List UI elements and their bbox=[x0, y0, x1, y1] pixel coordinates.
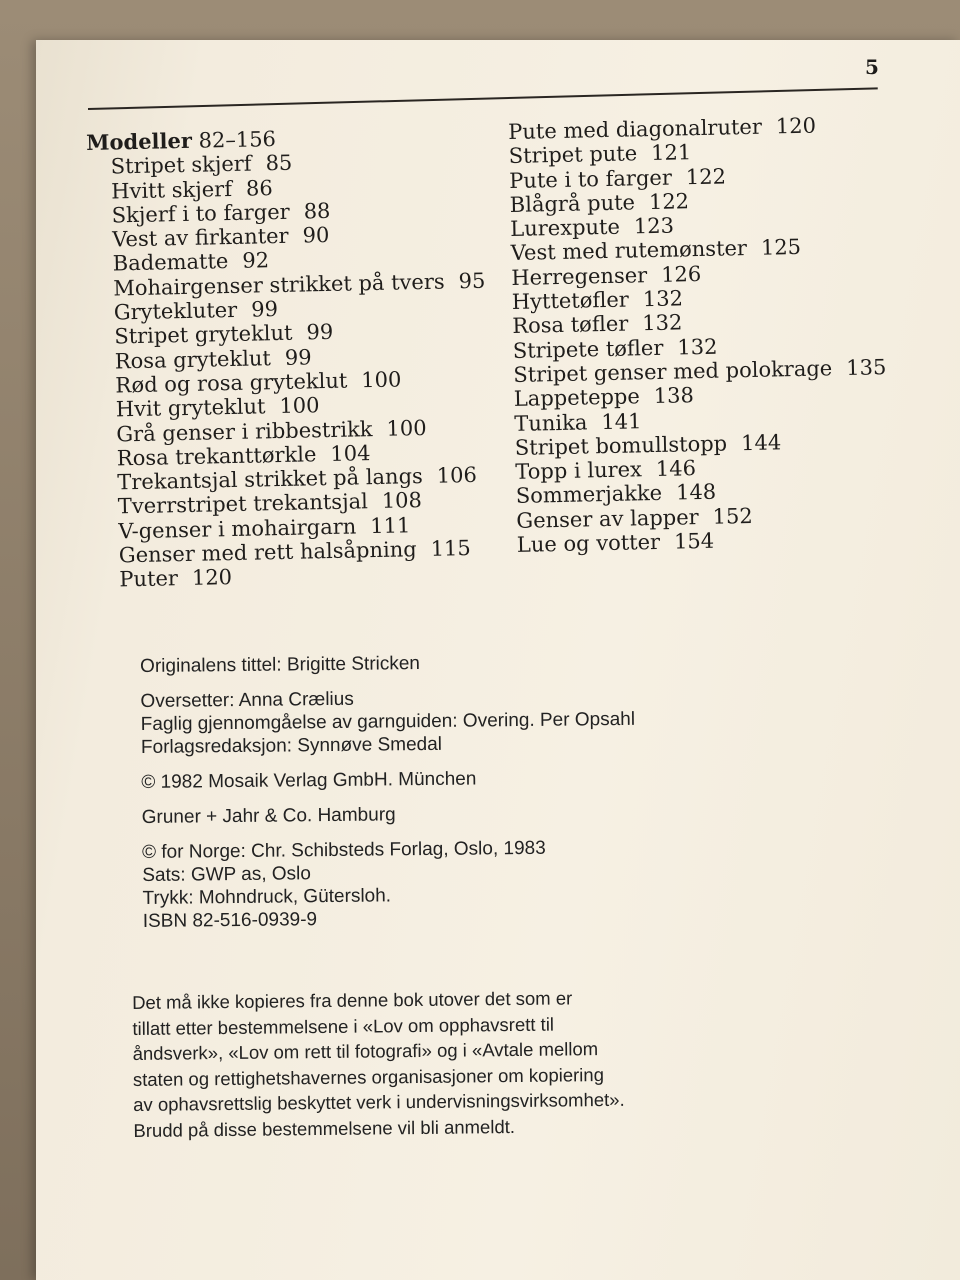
copyright-line: © 1982 Mosaik Verlag GmbH. München bbox=[141, 768, 477, 793]
toc-entry-title: Hvit gryteklut bbox=[115, 394, 266, 422]
toc-entry-title: Hvitt skjerf bbox=[111, 176, 233, 204]
toc-entry-page: 125 bbox=[760, 235, 802, 261]
notice-line: åndsverk», «Lov om rett til fotografi» og i «Avtale mellom bbox=[132, 1038, 599, 1064]
toc-entry-page: 121 bbox=[650, 140, 692, 166]
toc-entry-title: Tunika bbox=[514, 409, 588, 436]
toc-entry-title: Stripet genser med polokrage bbox=[513, 356, 833, 387]
toc-entry-page: 85 bbox=[265, 150, 293, 176]
notice-line: staten og rettighetshavernes organisasjoner om kopiering bbox=[132, 1063, 605, 1090]
toc-entry-page: 100 bbox=[361, 367, 402, 393]
toc-entry-page: 122 bbox=[648, 189, 690, 214]
toc-entry-page: 154 bbox=[673, 528, 715, 554]
toc-entry-page: 122 bbox=[685, 164, 727, 189]
toc-entry-page: 126 bbox=[660, 261, 702, 287]
toc-entry-page: 104 bbox=[330, 440, 371, 466]
toc-entry-title: Stripet gryteklut bbox=[114, 321, 293, 349]
toc-entry-title: Vest med rutemønster bbox=[510, 236, 748, 266]
toc-left-column bbox=[86, 122, 516, 592]
toc-entry-page: 90 bbox=[302, 223, 330, 248]
toc-entry-page: 82–156 bbox=[198, 127, 277, 153]
copyright-norway-line: © for Norge: Chr. Schibsteds Forlag, Oslo, 1983 bbox=[141, 837, 546, 863]
toc-entry-title: Puter bbox=[119, 566, 179, 592]
toc-entry-title: Herregenser bbox=[511, 262, 648, 290]
editorial-credit: Forlagsredaksjon: Synnøve Smedal bbox=[140, 733, 443, 758]
toc-entry-title: V-genser i mohairgarn bbox=[118, 514, 357, 544]
original-title: Originalens tittel: Brigitte Stricken bbox=[140, 653, 421, 677]
toc-entry-title: Rosa trekanttørkle bbox=[116, 442, 317, 471]
toc-entry-title: Trekantsjal strikket på langs bbox=[117, 464, 424, 495]
toc-entry-page: 123 bbox=[633, 213, 675, 239]
toc-entry-page: 100 bbox=[386, 415, 427, 441]
toc-right-column bbox=[508, 111, 937, 557]
toc-entry-title: Blågrå pute bbox=[509, 190, 636, 217]
toc-entry-page: 88 bbox=[303, 198, 331, 224]
copyright-notice bbox=[132, 984, 754, 1143]
toc-entry-page: 86 bbox=[245, 175, 273, 201]
toc-entry-title: Rosa gryteklut bbox=[114, 345, 272, 374]
toc-entry-title: Mohairgenser strikket på tvers bbox=[113, 269, 445, 301]
toc-entry-title: Stripete tøfler bbox=[512, 335, 664, 363]
review-credit: Faglig gjennomgåelse av garnguiden: Overing. Per Opsahl bbox=[140, 708, 636, 735]
toc-entry-title: Rosa tøfler bbox=[512, 311, 629, 339]
toc-entry-title: Lappeteppe bbox=[513, 384, 641, 412]
toc-entry-title: Rød og rosa gryteklut bbox=[115, 368, 348, 398]
toc-entry-page: 135 bbox=[845, 355, 887, 380]
toc-entry-title: Lue og votter bbox=[516, 529, 661, 557]
toc-entry-title: Grytekluter bbox=[113, 297, 238, 325]
toc-entry-title: Stripet bomullstopp bbox=[514, 431, 728, 460]
toc-entry-title: Skjerf i to farger bbox=[111, 199, 290, 228]
toc-entry-page: 120 bbox=[775, 113, 817, 139]
toc-entry-page: 95 bbox=[458, 268, 486, 294]
toc-entry-page: 138 bbox=[653, 383, 695, 409]
toc-entry-title: Pute i to farger bbox=[509, 165, 673, 193]
toc-entry-page: 108 bbox=[381, 488, 423, 514]
printing-credit: Trykk: Mohndruck, Gütersloh. bbox=[142, 885, 392, 909]
isbn: ISBN 82-516-0939-9 bbox=[142, 909, 318, 932]
toc-entry-title: Grå genser i ribbestrikk bbox=[116, 416, 373, 446]
notice-line: av ophavsrettslig beskyttet verk i undervisningsvirksomhet». bbox=[133, 1088, 625, 1115]
page-number: 5 bbox=[865, 55, 879, 79]
toc-entry-page: 144 bbox=[740, 430, 782, 456]
toc-entry-title: Genser med rett halsåpning bbox=[118, 537, 417, 568]
toc-entry-title: Lurexpute bbox=[510, 214, 621, 242]
toc-entry-page: 152 bbox=[712, 503, 753, 529]
toc-entry-title: Genser av lapper bbox=[516, 504, 699, 533]
toc-entry-page: 132 bbox=[642, 286, 684, 312]
toc-entry-title: Stripet pute bbox=[508, 141, 638, 169]
toc-entry-page: 99 bbox=[306, 320, 334, 345]
toc-entry-page: 120 bbox=[191, 565, 233, 591]
toc-entry-page: 115 bbox=[430, 536, 472, 561]
typesetting-credit: Sats: GWP as, Oslo bbox=[142, 863, 312, 886]
notice-line: tillatt etter bestemmelsene i «Lov om opphavsrett til bbox=[132, 1013, 555, 1039]
toc-entry-title: Tverrstripet trekantsjal bbox=[117, 489, 369, 519]
publisher-line: Gruner + Jahr & Co. Hamburg bbox=[141, 804, 396, 828]
toc-entry-title: Sommerjakke bbox=[515, 481, 663, 509]
toc-entry-title: Hyttetøfler bbox=[511, 287, 630, 315]
toc-entry-page: 141 bbox=[601, 408, 642, 434]
toc-entry-title: Modeller bbox=[85, 127, 193, 155]
toc-entry-page: 92 bbox=[242, 248, 270, 274]
toc-entry-page: 148 bbox=[675, 480, 717, 506]
toc-entry-title: Pute med diagonalruter bbox=[508, 114, 763, 144]
toc-entry-page: 132 bbox=[677, 334, 718, 360]
toc-entry-page: 99 bbox=[284, 345, 312, 370]
colophon bbox=[140, 648, 783, 933]
toc-entry-page: 132 bbox=[642, 310, 683, 336]
toc-entry-title: Vest av firkanter bbox=[112, 223, 289, 252]
notice-line: Brudd på disse bestemmelsene vil bli anmeldt. bbox=[133, 1115, 516, 1141]
toc-entry-title: Topp i lurex bbox=[515, 457, 643, 485]
toc-entry-page: 111 bbox=[370, 513, 411, 538]
toc-entry-page: 100 bbox=[279, 393, 320, 419]
toc-entry-title: Stripet skjerf bbox=[110, 151, 252, 179]
toc-entry-page: 106 bbox=[436, 463, 478, 488]
toc-entry-page: 99 bbox=[250, 297, 279, 322]
toc-entry-title: Badematte bbox=[112, 249, 229, 276]
notice-line: Det må ikke kopieres fra denne bok utover det som er bbox=[132, 987, 573, 1013]
toc-entry-page: 146 bbox=[655, 456, 697, 482]
translator-credit: Oversetter: Anna Crælius bbox=[140, 688, 354, 712]
